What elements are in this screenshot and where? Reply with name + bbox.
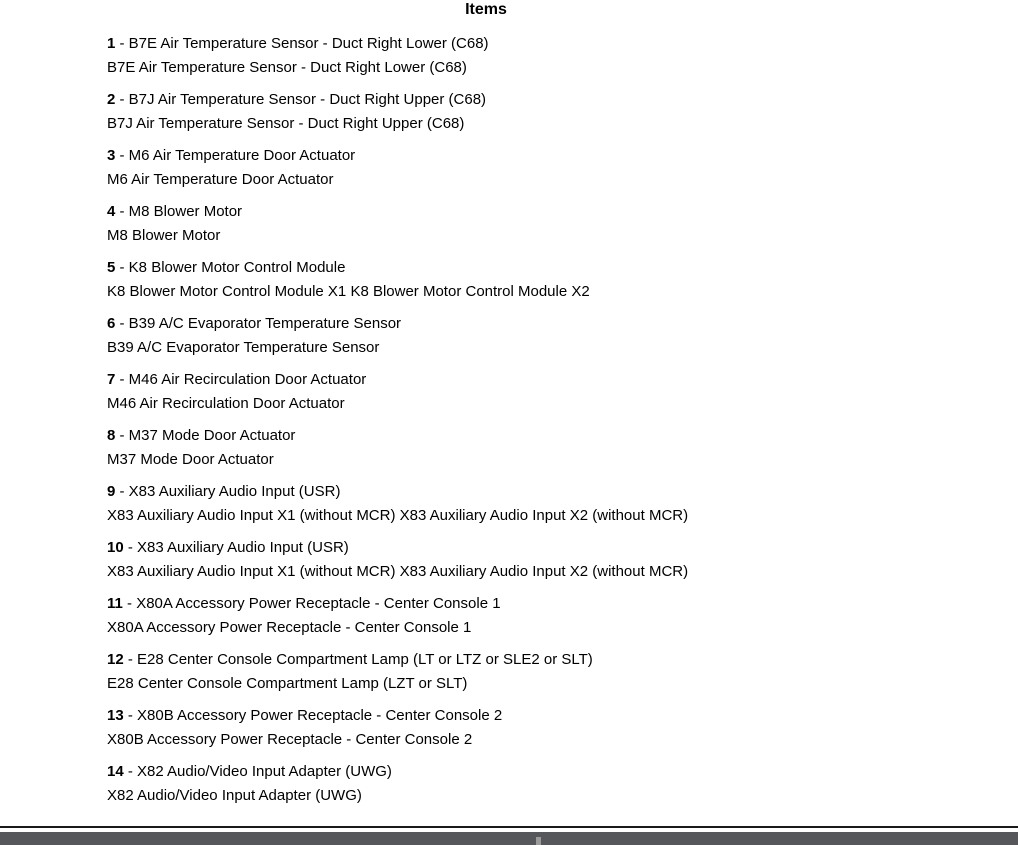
list-item bbox=[107, 200, 972, 247]
item-subtitle: B7E Air Temperature Sensor - Duct Right Lower (C68) bbox=[107, 58, 467, 76]
item-title: - X80A Accessory Power Receptacle - Center Console 1 bbox=[122, 595, 501, 612]
item-heading-line bbox=[107, 704, 972, 728]
item-title: - M37 Mode Door Actuator bbox=[115, 427, 296, 444]
item-heading-line bbox=[107, 200, 972, 224]
scrollbar-notch bbox=[536, 837, 541, 845]
item-heading-line bbox=[107, 144, 972, 168]
item-subtitle: X80B Accessory Power Receptacle - Center Console 2 bbox=[107, 730, 473, 748]
bottom-divider bbox=[0, 826, 1018, 828]
item-number: 1 bbox=[107, 35, 116, 52]
horizontal-scrollbar[interactable] bbox=[0, 832, 1018, 845]
item-subtitle: E28 Center Console Compartment Lamp (LZT or SLT) bbox=[107, 674, 468, 692]
list-item bbox=[107, 88, 972, 135]
item-heading-line bbox=[107, 760, 972, 784]
item-subtitle: M8 Blower Motor bbox=[107, 226, 221, 244]
item-title: - X82 Audio/Video Input Adapter (UWG) bbox=[123, 763, 392, 780]
item-subtitle: M6 Air Temperature Door Actuator bbox=[107, 170, 334, 188]
item-title: - K8 Blower Motor Control Module bbox=[115, 259, 346, 276]
item-number: 5 bbox=[107, 259, 116, 276]
list-item bbox=[107, 536, 972, 583]
item-subtitle: B7J Air Temperature Sensor - Duct Right Upper (C68) bbox=[107, 114, 465, 132]
item-number: 10 bbox=[107, 539, 124, 556]
item-number: 3 bbox=[107, 147, 116, 164]
item-number: 13 bbox=[107, 707, 124, 724]
item-heading-line bbox=[107, 480, 972, 504]
item-title: - B7J Air Temperature Sensor - Duct Right Upper (C68) bbox=[115, 91, 487, 108]
item-subtitle: K8 Blower Motor Control Module X1 K8 Blower Motor Control Module X2 bbox=[107, 282, 590, 300]
item-title: - B39 A/C Evaporator Temperature Sensor bbox=[115, 315, 402, 332]
list-item bbox=[107, 256, 972, 303]
list-item bbox=[107, 312, 972, 359]
list-item bbox=[107, 144, 972, 191]
list-item bbox=[107, 368, 972, 415]
item-number: 12 bbox=[107, 651, 124, 668]
item-title: - M6 Air Temperature Door Actuator bbox=[115, 147, 356, 164]
items-list bbox=[0, 32, 972, 807]
list-item bbox=[107, 760, 972, 807]
item-title: - X83 Auxiliary Audio Input (USR) bbox=[123, 539, 349, 556]
item-heading-line bbox=[107, 536, 972, 560]
item-number: 2 bbox=[107, 91, 116, 108]
item-heading-line bbox=[107, 424, 972, 448]
item-title: - M46 Air Recirculation Door Actuator bbox=[115, 371, 367, 388]
list-item bbox=[107, 592, 972, 639]
item-heading-line bbox=[107, 592, 972, 616]
item-number: 11 bbox=[107, 595, 123, 612]
item-subtitle: M37 Mode Door Actuator bbox=[107, 450, 274, 468]
item-heading-line bbox=[107, 368, 972, 392]
item-title: - B7E Air Temperature Sensor - Duct Right Lower (C68) bbox=[115, 35, 489, 52]
item-number: 8 bbox=[107, 427, 116, 444]
item-number: 4 bbox=[107, 203, 116, 220]
item-heading-line bbox=[107, 32, 972, 56]
list-item bbox=[107, 480, 972, 527]
item-heading-line bbox=[107, 256, 972, 280]
list-item bbox=[107, 648, 972, 695]
item-title: - X83 Auxiliary Audio Input (USR) bbox=[115, 483, 341, 500]
item-subtitle: X82 Audio/Video Input Adapter (UWG) bbox=[107, 786, 362, 804]
item-heading-line bbox=[107, 88, 972, 112]
list-item bbox=[107, 704, 972, 751]
item-number: 7 bbox=[107, 371, 116, 388]
list-item bbox=[107, 424, 972, 471]
list-item bbox=[107, 32, 972, 79]
item-heading-line bbox=[107, 648, 972, 672]
item-heading-line bbox=[107, 312, 972, 336]
item-title: - E28 Center Console Compartment Lamp (LT or LTZ or SLE2 or SLT) bbox=[123, 651, 593, 668]
item-title: - X80B Accessory Power Receptacle - Center Console 2 bbox=[123, 707, 503, 724]
item-subtitle: X83 Auxiliary Audio Input X1 (without MCR) X83 Auxiliary Audio Input X2 (without MCR) bbox=[107, 562, 689, 580]
item-number: 6 bbox=[107, 315, 116, 332]
item-subtitle: B39 A/C Evaporator Temperature Sensor bbox=[107, 338, 380, 356]
item-subtitle: X80A Accessory Power Receptacle - Center Console 1 bbox=[107, 618, 472, 636]
page-title: Items bbox=[465, 1, 507, 18]
item-number: 9 bbox=[107, 483, 116, 500]
item-number: 14 bbox=[107, 763, 124, 780]
item-subtitle: X83 Auxiliary Audio Input X1 (without MCR) X83 Auxiliary Audio Input X2 (without MCR) bbox=[107, 506, 689, 524]
item-subtitle: M46 Air Recirculation Door Actuator bbox=[107, 394, 345, 412]
item-title: - M8 Blower Motor bbox=[115, 203, 243, 220]
